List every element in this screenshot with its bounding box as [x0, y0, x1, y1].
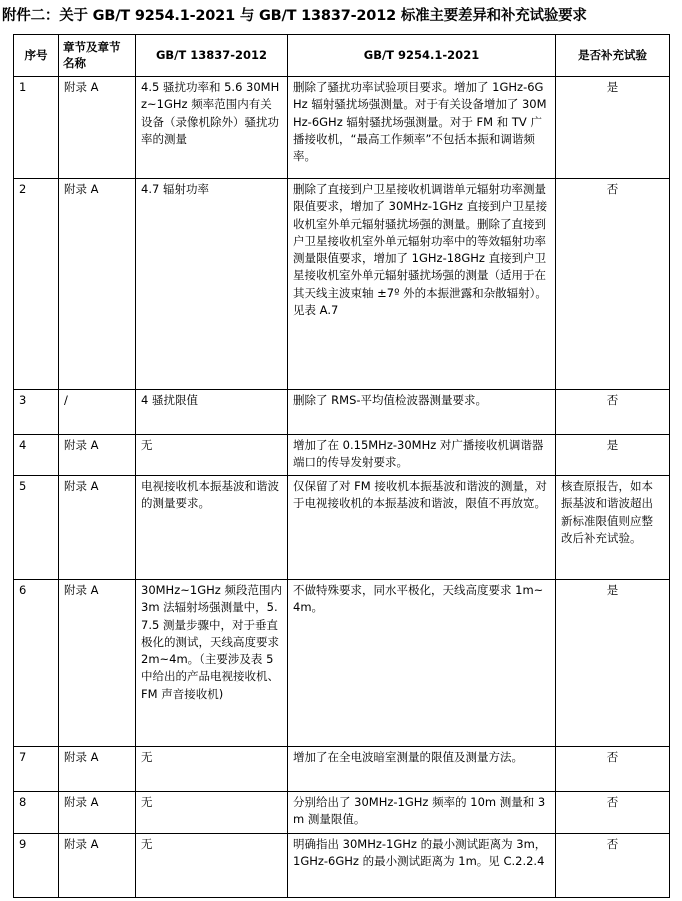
- row-supplement: 否: [556, 747, 670, 792]
- row-supplement: 否: [556, 834, 670, 898]
- row-new-standard: 增加了在 0.15MHz-30MHz 对广播接收机调谐器端口的传导发射要求。: [288, 435, 556, 476]
- header-chapter: 章节及章节名称: [59, 35, 136, 77]
- row-chapter: 附录 A: [59, 747, 136, 792]
- row-new-standard: 删除了 RMS-平均值检波器测量要求。: [288, 390, 556, 435]
- row-old-standard: 无: [136, 435, 288, 476]
- page-title: 附件二：关于 GB/T 9254.1-2021 与 GB/T 13837-2012 标准主要差异和补充试验要求: [2, 8, 587, 24]
- table-row: [14, 580, 670, 747]
- row-old-standard: 4 骚扰限值: [136, 390, 288, 435]
- row-old-standard: 4.7 辐射功率: [136, 179, 288, 390]
- row-number: 4: [14, 435, 59, 476]
- row-chapter: /: [59, 390, 136, 435]
- row-chapter: 附录 A: [59, 834, 136, 898]
- table-row: [14, 476, 670, 580]
- row-supplement: 否: [556, 179, 670, 390]
- row-chapter: 附录 A: [59, 77, 136, 179]
- row-number: 7: [14, 747, 59, 792]
- row-supplement: 核查原报告，如本振基波和谐波超出新标准限值则应整改后补充试验。: [556, 476, 670, 580]
- row-new-standard: 明确指出 30MHz-1GHz 的最小测试距离为 3m，1GHz-6GHz 的最小测试距离为 1m。见 C.2.2.4: [288, 834, 556, 898]
- table-row: [14, 179, 670, 390]
- row-number: 8: [14, 792, 59, 834]
- row-number: 3: [14, 390, 59, 435]
- row-old-standard: 无: [136, 834, 288, 898]
- row-number: 6: [14, 580, 59, 747]
- row-new-standard: 仅保留了对 FM 接收机本振基波和谐波的测量，对于电视接收机的本振基波和谐波，限值不再放宽。: [288, 476, 556, 580]
- row-old-standard: 30MHz~1GHz 频段范围内 3m 法辐射场强测量中，5.7.5 测量步骤中，对于垂直极化的测试，天线高度要求 2m~4m。（主要涉及表 5 中给出的产品电视接收机、FM 声音接收机): [136, 580, 288, 747]
- table-row: [14, 390, 670, 435]
- table-row: [14, 77, 670, 179]
- row-chapter: 附录 A: [59, 476, 136, 580]
- row-old-standard: 电视接收机本振基波和谐波的测量要求。: [136, 476, 288, 580]
- row-new-standard: 不做特殊要求，同水平极化，天线高度要求 1m~4m。: [288, 580, 556, 747]
- row-new-standard: 删除了直接到户卫星接收机调谐单元辐射功率测量限值要求，增加了 30MHz-1GHz 直接到户卫星接收机室外单元辐射骚扰场强的测量。删除了直接到户卫星接收机室外单元辐射功率中的等效辐射功率测量限值要求，增加了 1GHz-18GHz 直接到户卫星接收机室外单元辐射骚扰场强的测量（适用于在其天线主波束轴 ±7º 外的本振泄露和杂散辐射）。见表 A.7: [288, 179, 556, 390]
- row-old-standard: 无: [136, 747, 288, 792]
- row-chapter: 附录 A: [59, 580, 136, 747]
- header-new-standard: GB/T 9254.1-2021: [288, 35, 556, 77]
- table-row: [14, 834, 670, 898]
- row-supplement: 是: [556, 77, 670, 179]
- table-row: [14, 747, 670, 792]
- row-supplement: 否: [556, 390, 670, 435]
- row-number: 9: [14, 834, 59, 898]
- row-chapter: 附录 A: [59, 792, 136, 834]
- row-supplement: 是: [556, 580, 670, 747]
- row-old-standard: 4.5 骚扰功率和 5.6 30MHz~1GHz 频率范围内有关设备（录像机除外）骚扰功率的测量: [136, 77, 288, 179]
- row-number: 1: [14, 77, 59, 179]
- table-header-row: [14, 35, 670, 77]
- row-chapter: 附录 A: [59, 179, 136, 390]
- header-no: 序号: [14, 35, 59, 77]
- table-row: [14, 792, 670, 834]
- header-old-standard: GB/T 13837-2012: [136, 35, 288, 77]
- differences-table: [13, 34, 670, 898]
- row-new-standard: 分别给出了 30MHz-1GHz 频率的 10m 测量和 3m 测量限值。: [288, 792, 556, 834]
- row-supplement: 是: [556, 435, 670, 476]
- row-supplement: 否: [556, 792, 670, 834]
- row-number: 5: [14, 476, 59, 580]
- header-supplement: 是否补充试验: [556, 35, 670, 77]
- row-number: 2: [14, 179, 59, 390]
- row-new-standard: 删除了骚扰功率试验项目要求。增加了 1GHz-6GHz 辐射骚扰场强测量。对于有关设备增加了 30MHz-6GHz 辐射骚扰场强测量。对于 FM 和 TV 广播接收机，“最高工作频率”不包括本振和调谐频率。: [288, 77, 556, 179]
- table-row: [14, 435, 670, 476]
- row-chapter: 附录 A: [59, 435, 136, 476]
- row-old-standard: 无: [136, 792, 288, 834]
- row-new-standard: 增加了在全电波暗室测量的限值及测量方法。: [288, 747, 556, 792]
